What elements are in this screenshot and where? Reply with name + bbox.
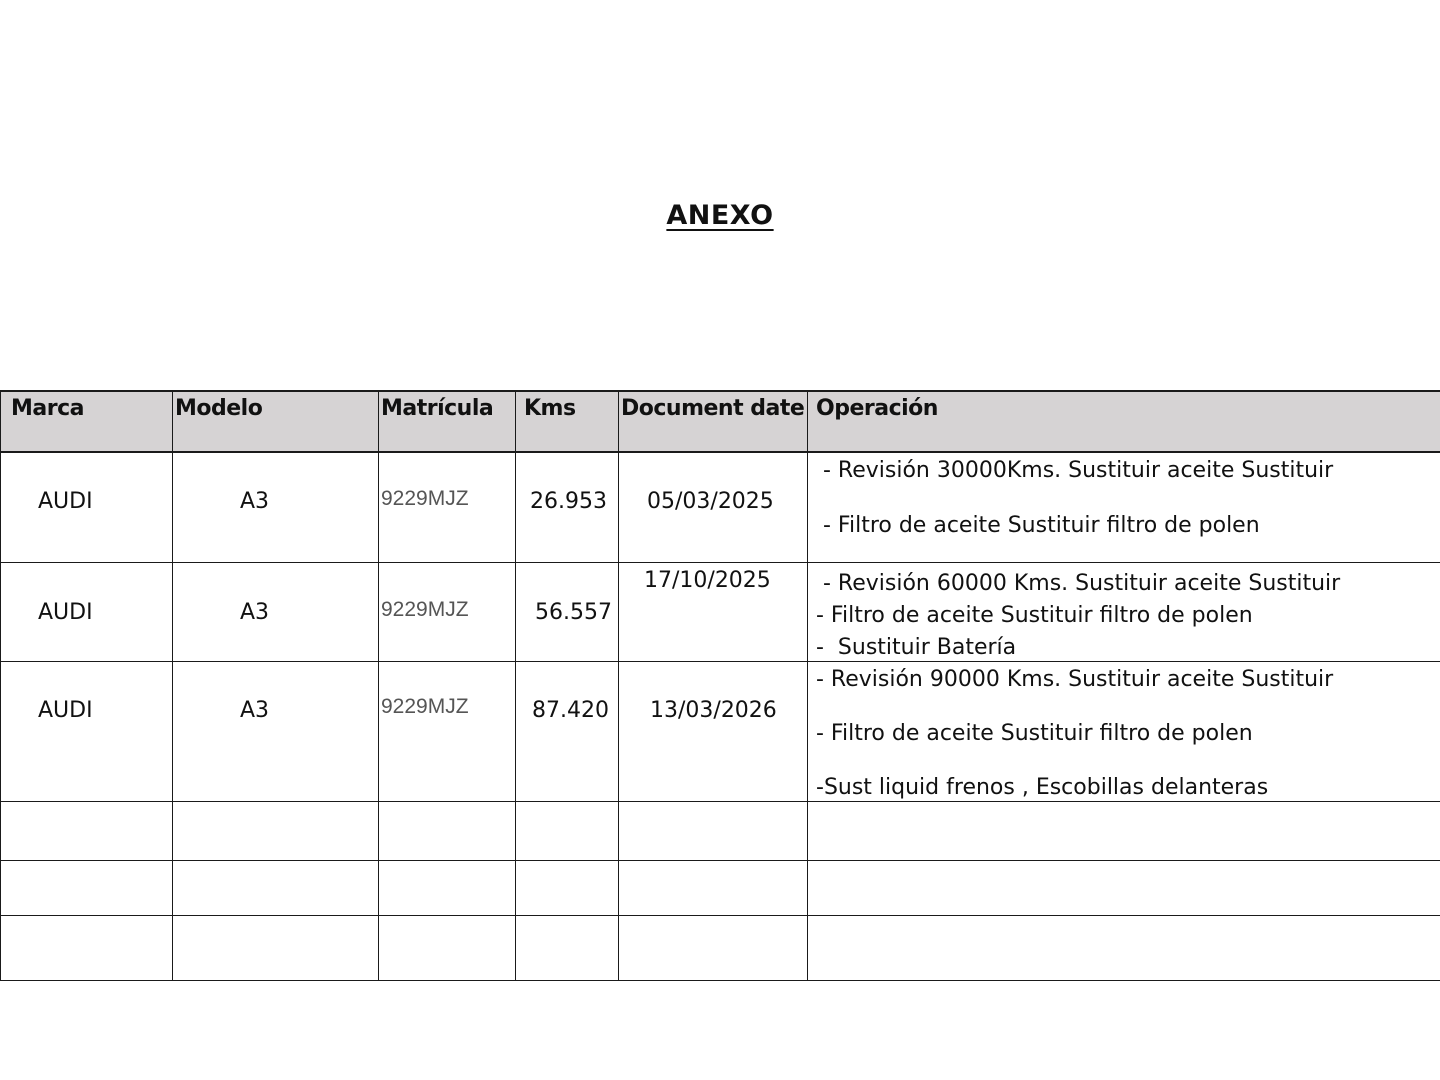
document-title: ANEXO (666, 200, 774, 231)
table-row (1, 452, 1440, 563)
empty-table-row (1, 916, 1440, 981)
empty-cell (516, 916, 619, 981)
empty-cell (379, 861, 516, 916)
cell-matricula (379, 662, 516, 802)
marca-value: AUDI (38, 698, 93, 723)
kms-value: 87.420 (532, 698, 609, 723)
cell-kms (516, 662, 619, 802)
modelo-value: A3 (240, 698, 270, 723)
table-row (1, 662, 1440, 802)
marca-value: AUDI (38, 600, 93, 625)
modelo-value: A3 (240, 489, 270, 514)
header-modelo: Modelo (173, 391, 379, 452)
operacion-line: -Sust liquid frenos , Escobillas delanteras (816, 775, 1269, 800)
empty-cell (808, 916, 1440, 981)
empty-cell (1, 916, 173, 981)
header-marca: Marca (1, 391, 173, 452)
empty-cell (379, 916, 516, 981)
cell-operacion (808, 452, 1440, 563)
cell-fecha (619, 662, 808, 802)
cell-modelo (173, 662, 379, 802)
empty-cell (516, 802, 619, 861)
fecha-value: 13/03/2026 (650, 698, 777, 723)
header-document-date: Document date (619, 391, 808, 452)
matricula-value: 9229MJZ (381, 695, 469, 718)
cell-kms (516, 452, 619, 563)
empty-cell (619, 861, 808, 916)
table-row (1, 563, 1440, 662)
empty-cell (173, 916, 379, 981)
cell-marca (1, 563, 173, 662)
empty-cell (808, 861, 1440, 916)
cell-marca (1, 452, 173, 563)
empty-table-row (1, 802, 1440, 861)
kms-value: 56.557 (535, 600, 612, 625)
empty-cell (808, 802, 1440, 861)
header-kms: Kms (516, 391, 619, 452)
header-matricula: Matrícula (379, 391, 516, 452)
empty-cell (619, 802, 808, 861)
cell-matricula (379, 563, 516, 662)
operacion-line: - Filtro de aceite Sustituir filtro de polen (816, 512, 1260, 538)
cell-operacion (808, 563, 1440, 662)
maintenance-table (0, 390, 1440, 981)
header-operacion: Operación (808, 391, 1440, 452)
cell-modelo (173, 452, 379, 563)
empty-cell (379, 802, 516, 861)
fecha-value: 17/10/2025 (644, 568, 771, 593)
operacion-line: - Sustituir Batería (816, 635, 1017, 660)
operacion-lines (816, 568, 1440, 662)
operacion-lines (816, 664, 1440, 802)
matricula-value: 9229MJZ (381, 487, 469, 510)
empty-cell (1, 861, 173, 916)
cell-matricula (379, 452, 516, 563)
empty-cell (1, 802, 173, 861)
empty-cell (619, 916, 808, 981)
operacion-lines (816, 457, 1440, 540)
modelo-value: A3 (240, 600, 270, 625)
operacion-line: - Filtro de aceite Sustituir filtro de polen (816, 721, 1253, 746)
fecha-value: 05/03/2025 (647, 489, 774, 514)
table-header-row (1, 391, 1440, 452)
cell-operacion (808, 662, 1440, 802)
operacion-line: - Revisión 30000Kms. Sustituir aceite Sustituir (816, 458, 1334, 483)
kms-value: 26.953 (530, 489, 607, 514)
cell-marca (1, 662, 173, 802)
operacion-line: - Revisión 90000 Kms. Sustituir aceite Sustituir (816, 667, 1334, 692)
cell-fecha (619, 452, 808, 563)
empty-cell (173, 802, 379, 861)
cell-fecha (619, 563, 808, 662)
empty-cell (516, 861, 619, 916)
operacion-line: - Revisión 60000 Kms. Sustituir aceite Sustituir (816, 571, 1341, 596)
empty-cell (173, 861, 379, 916)
marca-value: AUDI (38, 489, 93, 514)
cell-modelo (173, 563, 379, 662)
cell-kms (516, 563, 619, 662)
matricula-value: 9229MJZ (381, 598, 469, 621)
empty-table-row (1, 861, 1440, 916)
operacion-line: - Filtro de aceite Sustituir filtro de polen (816, 603, 1253, 628)
